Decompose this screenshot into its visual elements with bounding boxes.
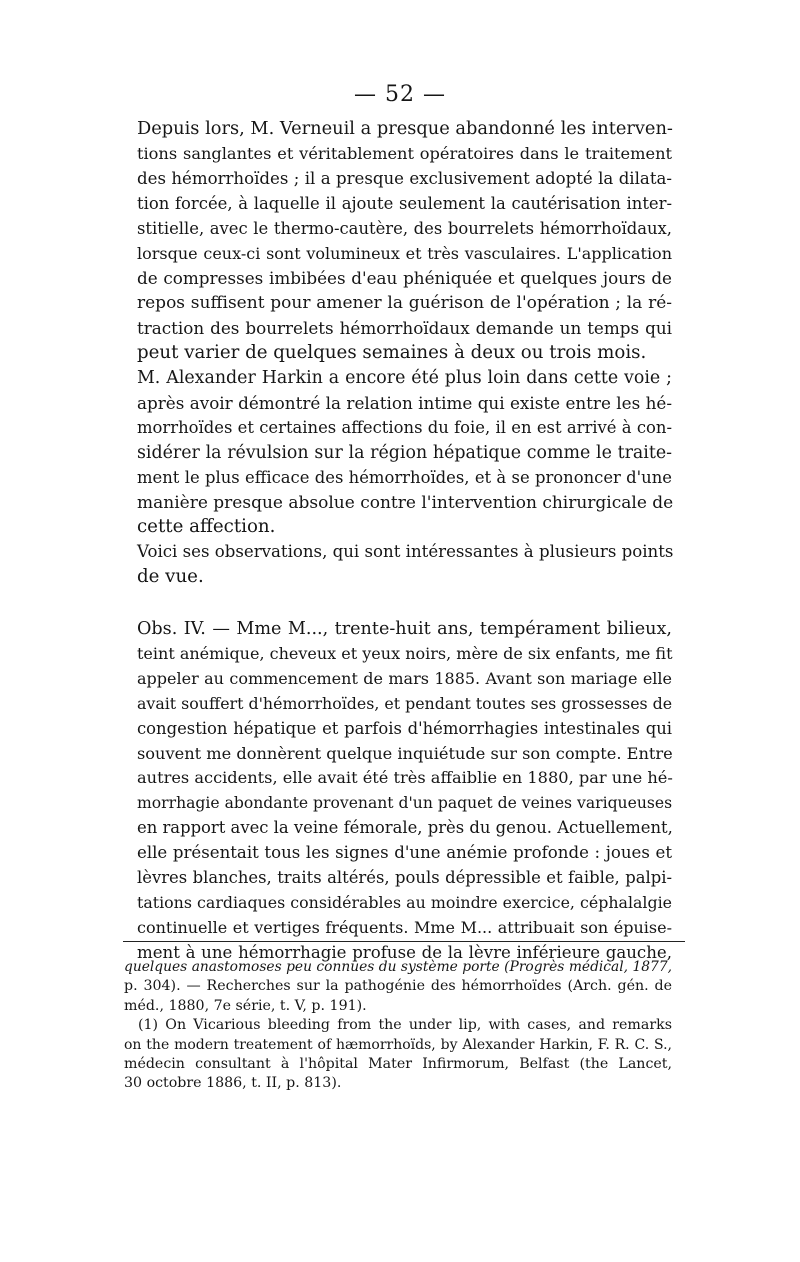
text-line: cette affection.	[137, 516, 276, 538]
text-line: traction des bourrelets hémorrhoïdaux demande un temps qui	[137, 318, 672, 339]
paragraph-verneuil	[137, 117, 672, 366]
text-line: Voici ses observations, qui sont intéressantes à plusieurs points	[137, 542, 674, 561]
footnote-separator	[123, 941, 685, 942]
footnotes	[124, 958, 672, 1094]
page-number: — 52 —	[354, 82, 446, 107]
text-line: M. Alexander Harkin a encore été plus loin dans cette voie ;	[137, 368, 672, 388]
paragraph-harkin	[137, 366, 672, 540]
text-line: stitielle, avec le thermo-cautère, des bourrelets hémorrhoïdaux,	[137, 218, 672, 238]
text-line: souvent me donnèrent quelque inquiétude sur son compte. Entre	[137, 743, 673, 763]
text-line: tion forcée, à laquelle il ajoute seulement la cautérisation inter-	[137, 193, 672, 213]
text-line: teint anémique, cheveux et yeux noirs, mère de six enfants, me fit	[137, 643, 673, 663]
text-line: lèvres blanches, traits altérés, pouls dépressible et faible, palpi-	[137, 868, 672, 888]
footnote-line: p. 304). — Recherches sur la pathogénie des hémorrhoïdes (Arch. gén. de	[124, 978, 672, 995]
footnote-line: 30 octobre 1886, t. II, p. 813).	[124, 1075, 342, 1092]
text-line: tions sanglantes et véritablement opératoires dans le traitement	[137, 143, 672, 163]
text-line: de vue.	[137, 565, 204, 587]
text-line: morrhoïdes et certaines affections du foie, il en est arrivé à con-	[137, 417, 672, 437]
text-line: autres accidents, elle avait été très affaiblie en 1880, par une hé-	[137, 768, 673, 788]
text-line: congestion hépatique et parfois d'hémorrhagies intestinales qui	[137, 718, 672, 738]
text-line: ment à une hémorrhagie profuse de la lèvre inférieure gauche,	[137, 942, 672, 962]
text-line: appeler au commencement de mars 1885. Avant son mariage elle	[137, 668, 672, 688]
footnote-line: quelques anastomoses peu connues du système porte (Progrès médical, 1877,	[124, 959, 672, 975]
text-line: lorsque ceux-ci sont volumineux et très vasculaires. L'application	[137, 243, 672, 263]
text-line: Depuis lors, M. Verneuil a presque abandonné les interven-	[137, 118, 673, 139]
footnote-line: on the modern treatement of hæmorrhoïds, by Alexander Harkin, F. R. C. S.,	[124, 1036, 672, 1053]
observation-iv	[137, 617, 672, 966]
text-line: elle présentait tous les signes d'une anémie profonde : joues et	[137, 843, 672, 863]
text-line: avait souffert d'hémorrhoïdes, et pendant toutes ses grossesses de	[137, 693, 673, 713]
text-line: en rapport avec la veine fémorale, près du genou. Actuellement,	[137, 818, 673, 838]
text-line: sidérer la révulsion sur la région hépatique comme le traite-	[137, 442, 672, 463]
text-line: peut varier de quelques semaines à deux ou trois mois.	[137, 342, 647, 364]
text-line: repos suffisent pour amener la guérison de l'opération ; la ré-	[137, 293, 672, 314]
text-line: des hémorrhoïdes ; il a presque exclusivement adopté la dilata-	[137, 168, 672, 188]
footnote-line: médecin consultant à l'hôpital Mater Infirmorum, Belfast (the Lancet,	[124, 1056, 672, 1073]
text-line: de compresses imbibées d'eau phéniquée et quelques jours de	[137, 268, 672, 289]
footnote-line: (1) On Vicarious bleeding from the under lip, with cases, and remarks	[138, 1017, 672, 1034]
text-line: Obs. IV. — Mme M..., trente-huit ans, tempérament bilieux,	[137, 619, 672, 639]
text-line: ment le plus efficace des hémorrhoïdes, et à se prononcer d'une	[137, 467, 672, 487]
text-line: après avoir démontré la relation intime qui existe entre les hé-	[137, 392, 672, 413]
footnote-line: méd., 1880, 7e série, t. V, p. 191).	[124, 997, 367, 1014]
text-line: continuelle et vertiges fréquents. Mme M... attribuait son épuise-	[137, 917, 672, 937]
text-line: morrhagie abondante provenant d'un paquet de veines variqueuses	[137, 794, 673, 813]
text-line: tations cardiaques considérables au moindre exercice, céphalalgie	[137, 892, 672, 912]
text-line: manière presque absolue contre l'intervention chirurgicale de	[137, 492, 674, 513]
paragraph-observations-intro	[137, 540, 672, 590]
